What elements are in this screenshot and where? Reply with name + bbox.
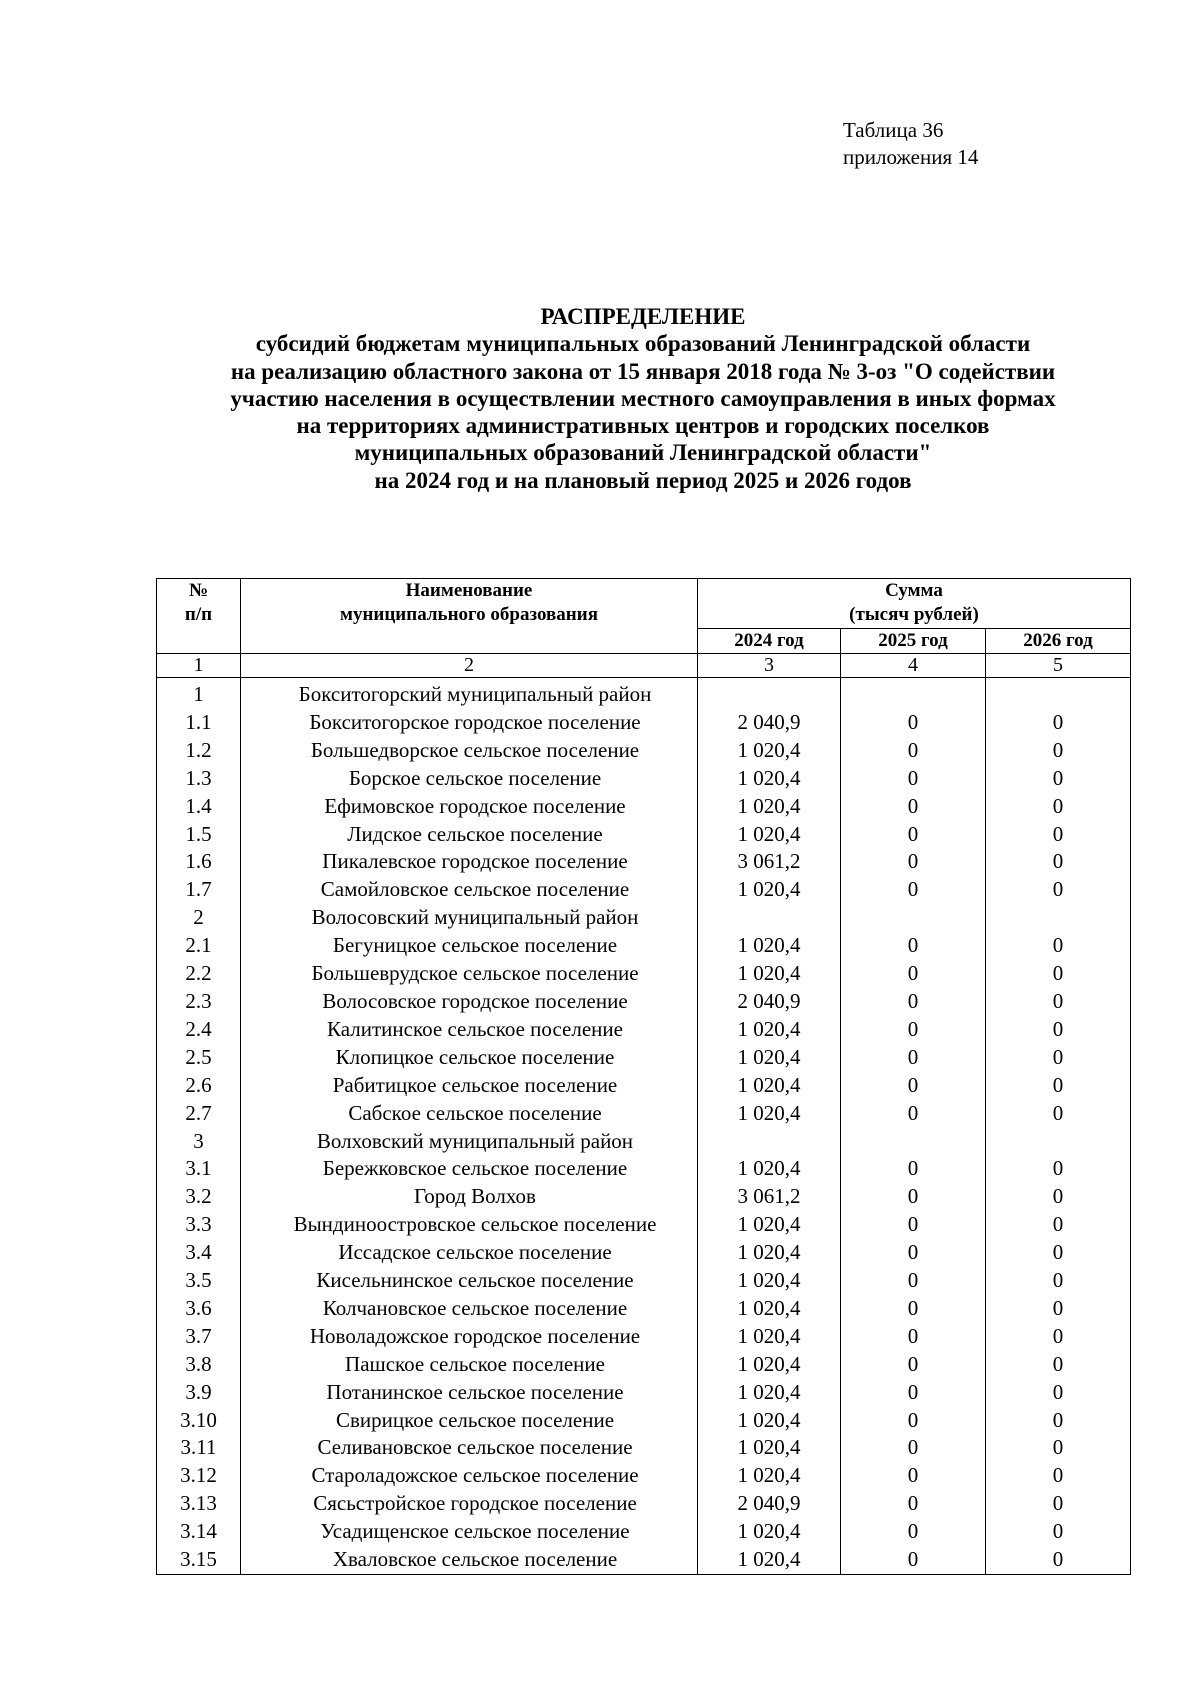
column-index-row [157,654,1131,678]
municipality-name: Бокситогорское городское поселение [241,709,698,737]
appendix-number: приложения 14 [843,145,979,169]
table-row [157,737,1131,765]
table-row [157,1239,1131,1267]
amount-2025: 0 [841,1044,986,1072]
row-number: 1.3 [157,765,241,793]
title-line: муниципальных образований Ленинградской области" [354,440,932,466]
row-number: 2 [157,904,241,932]
municipality-name: Усадищенское сельское поселение [241,1518,698,1546]
table-row [157,1155,1131,1183]
municipality-name: Клопицкое сельское поселение [241,1044,698,1072]
amount-2024: 1 020,4 [698,765,841,793]
municipality-name: Волосовское городское поселение [241,988,698,1016]
amount-2025 [841,678,986,709]
amount-2025: 0 [841,765,986,793]
table-number: Таблица 36 [843,118,944,142]
column-index: 4 [841,654,986,678]
table-row [157,678,1131,709]
amount-2024: 2 040,9 [698,709,841,737]
table-row [157,821,1131,849]
amount-2026: 0 [986,1211,1131,1239]
table-row [157,1490,1131,1518]
municipality-name: Ефимовское городское поселение [241,793,698,821]
amount-2025: 0 [841,1518,986,1546]
table-row [157,1407,1131,1435]
amount-2025: 0 [841,876,986,904]
municipality-name: Сясьстройское городское поселение [241,1490,698,1518]
table-row [157,765,1131,793]
amount-2024: 2 040,9 [698,1490,841,1518]
header-year-2025: 2025 год [841,629,986,654]
table-row [157,1128,1131,1156]
municipality-name: Город Волхов [241,1183,698,1211]
amount-2024 [698,1128,841,1156]
amount-2024: 1 020,4 [698,1044,841,1072]
row-number: 1.6 [157,848,241,876]
amount-2026: 0 [986,1462,1131,1490]
table-row [157,876,1131,904]
row-number: 2.2 [157,960,241,988]
amount-2025: 0 [841,1462,986,1490]
row-number: 2.4 [157,1016,241,1044]
amount-2024: 1 020,4 [698,1211,841,1239]
amount-2026: 0 [986,765,1131,793]
amount-2024: 1 020,4 [698,1407,841,1435]
amount-2026: 0 [986,1072,1131,1100]
amount-2026: 0 [986,1518,1131,1546]
amount-2024: 1 020,4 [698,793,841,821]
amount-2026: 0 [986,821,1131,849]
municipality-name: Вындиноостровское сельское поселение [241,1211,698,1239]
municipality-name: Староладожское сельское поселение [241,1462,698,1490]
table-row [157,904,1131,932]
amount-2026: 0 [986,1267,1131,1295]
amount-2024: 1 020,4 [698,876,841,904]
amount-2025 [841,1128,986,1156]
amount-2025: 0 [841,1407,986,1435]
amount-2026: 0 [986,737,1131,765]
amount-2026: 0 [986,1183,1131,1211]
amount-2024: 3 061,2 [698,1183,841,1211]
amount-2025: 0 [841,821,986,849]
amount-2024: 1 020,4 [698,1239,841,1267]
amount-2026: 0 [986,1295,1131,1323]
amount-2026: 0 [986,1239,1131,1267]
table-row [157,709,1131,737]
title-line: на реализацию областного закона от 15 января 2018 года № 3-оз "О содействии [230,358,1056,384]
title-line: участию населения в осуществлении местного самоуправления в иных формах [230,385,1056,411]
municipality-name: Лидское сельское поселение [241,821,698,849]
municipality-name: Хваловское сельское поселение [241,1546,698,1574]
table-row [157,793,1131,821]
amount-2026: 0 [986,1016,1131,1044]
row-number: 3.2 [157,1183,241,1211]
amount-2024: 1 020,4 [698,1072,841,1100]
amount-2024: 1 020,4 [698,960,841,988]
municipality-name: Потанинское сельское поселение [241,1379,698,1407]
amount-2026: 0 [986,1044,1131,1072]
amount-2024: 1 020,4 [698,1295,841,1323]
amount-2026 [986,678,1131,709]
municipality-name: Рабитицкое сельское поселение [241,1072,698,1100]
title-line: субсидий бюджетам муниципальных образований Ленинградской области [255,331,1031,357]
amount-2025: 0 [841,1267,986,1295]
municipality-name: Калитинское сельское поселение [241,1016,698,1044]
row-number: 3.14 [157,1518,241,1546]
row-number: 3.12 [157,1462,241,1490]
table-row [157,1295,1131,1323]
amount-2024: 1 020,4 [698,1462,841,1490]
amount-2025: 0 [841,793,986,821]
amount-2026 [986,904,1131,932]
table-row [157,1546,1131,1574]
municipality-name: Волховский муниципальный район [241,1128,698,1156]
municipality-name: Волосовский муниципальный район [241,904,698,932]
header-sum: Сумма (тысяч рублей) [698,579,1131,629]
amount-2024: 1 020,4 [698,1518,841,1546]
municipality-name: Сабское сельское поселение [241,1100,698,1128]
table-row [157,1016,1131,1044]
municipality-name: Пашское сельское поселение [241,1351,698,1379]
municipality-name: Большеврудское сельское поселение [241,960,698,988]
amount-2026: 0 [986,932,1131,960]
amount-2026: 0 [986,848,1131,876]
amount-2025: 0 [841,1072,986,1100]
amount-2026: 0 [986,960,1131,988]
row-number: 3.10 [157,1407,241,1435]
amount-2024: 1 020,4 [698,737,841,765]
amount-2024: 1 020,4 [698,1100,841,1128]
table-row [157,1183,1131,1211]
municipality-name: Пикалевское городское поселение [241,848,698,876]
municipality-name: Большедворское сельское поселение [241,737,698,765]
amount-2025: 0 [841,709,986,737]
row-number: 3.13 [157,1490,241,1518]
table-row [157,1211,1131,1239]
row-number: 1.4 [157,793,241,821]
table-row [157,1434,1131,1462]
amount-2024: 1 020,4 [698,1546,841,1574]
amount-2026: 0 [986,1407,1131,1435]
amount-2024: 1 020,4 [698,1267,841,1295]
amount-2025: 0 [841,932,986,960]
amount-2025: 0 [841,1155,986,1183]
row-number: 1 [157,678,241,709]
amount-2024 [698,678,841,709]
amount-2026: 0 [986,1351,1131,1379]
amount-2026: 0 [986,793,1131,821]
table-row [157,988,1131,1016]
amount-2025: 0 [841,1239,986,1267]
row-number: 3.5 [157,1267,241,1295]
amount-2025 [841,904,986,932]
amount-2025: 0 [841,1016,986,1044]
header-year-2024: 2024 год [698,629,841,654]
amount-2025: 0 [841,1434,986,1462]
amount-2026: 0 [986,876,1131,904]
row-number: 1.5 [157,821,241,849]
municipality-name: Новоладожское городское поселение [241,1323,698,1351]
amount-2025: 0 [841,1351,986,1379]
municipality-name: Селивановское сельское поселение [241,1434,698,1462]
municipality-name: Кисельнинское сельское поселение [241,1267,698,1295]
row-number: 3.9 [157,1379,241,1407]
amount-2024: 1 020,4 [698,1016,841,1044]
amount-2024: 1 020,4 [698,932,841,960]
title-heading: РАСПРЕДЕЛЕНИЕ [540,304,746,329]
table-reference [843,117,978,171]
amount-2024: 1 020,4 [698,1155,841,1183]
table-row [157,1072,1131,1100]
table-row [157,1100,1131,1128]
row-number: 2.6 [157,1072,241,1100]
amount-2025: 0 [841,1546,986,1574]
amount-2026: 0 [986,1155,1131,1183]
amount-2025: 0 [841,1295,986,1323]
row-number: 3.7 [157,1323,241,1351]
amount-2025: 0 [841,960,986,988]
amount-2025: 0 [841,848,986,876]
amount-2025: 0 [841,1323,986,1351]
amount-2025: 0 [841,1379,986,1407]
amount-2025: 0 [841,737,986,765]
row-number: 3.15 [157,1546,241,1574]
amount-2024: 3 061,2 [698,848,841,876]
table-row [157,1044,1131,1072]
amount-2026: 0 [986,1434,1131,1462]
table-row [157,848,1131,876]
header-name: Наименование муниципального образования [241,579,698,654]
table-row [157,1323,1131,1351]
row-number: 1.7 [157,876,241,904]
amount-2024: 1 020,4 [698,1351,841,1379]
column-index: 5 [986,654,1131,678]
amount-2025: 0 [841,1100,986,1128]
row-number: 3.11 [157,1434,241,1462]
amount-2025: 0 [841,1211,986,1239]
row-number: 3.6 [157,1295,241,1323]
amount-2026: 0 [986,709,1131,737]
municipality-name: Бережковское сельское поселение [241,1155,698,1183]
row-number: 3 [157,1128,241,1156]
amount-2025: 0 [841,1490,986,1518]
amount-2026: 0 [986,1490,1131,1518]
amount-2026: 0 [986,988,1131,1016]
amount-2026: 0 [986,1323,1131,1351]
header-number: № п/п [157,579,241,654]
row-number: 2.1 [157,932,241,960]
municipality-name: Колчановское сельское поселение [241,1295,698,1323]
row-number: 3.4 [157,1239,241,1267]
amount-2024: 1 020,4 [698,1379,841,1407]
title-line: на территориях административных центров и городских поселков [296,413,990,439]
municipality-name: Бокситогорский муниципальный район [241,678,698,709]
table-row [157,1351,1131,1379]
amount-2026: 0 [986,1100,1131,1128]
amount-2025: 0 [841,988,986,1016]
row-number: 3.3 [157,1211,241,1239]
amount-2024: 2 040,9 [698,988,841,1016]
table-row [157,1462,1131,1490]
row-number: 2.7 [157,1100,241,1128]
row-number: 3.8 [157,1351,241,1379]
table-row [157,960,1131,988]
row-number: 2.5 [157,1044,241,1072]
row-number: 1.1 [157,709,241,737]
amount-2024: 1 020,4 [698,1323,841,1351]
amount-2026 [986,1128,1131,1156]
municipality-name: Свирицкое сельское поселение [241,1407,698,1435]
municipality-name: Самойловское сельское поселение [241,876,698,904]
table-row [157,1267,1131,1295]
table-row [157,1379,1131,1407]
municipality-name: Иссадское сельское поселение [241,1239,698,1267]
column-index: 3 [698,654,841,678]
column-index: 2 [241,654,698,678]
header-year-2026: 2026 год [986,629,1131,654]
amount-2026: 0 [986,1546,1131,1574]
amount-2024: 1 020,4 [698,1434,841,1462]
column-index: 1 [157,654,241,678]
row-number: 3.1 [157,1155,241,1183]
amount-2024 [698,904,841,932]
document-title [150,303,1136,494]
title-line: на 2024 год и на плановый период 2025 и 2026 годов [374,467,912,493]
subsidy-table [156,578,1131,1575]
municipality-name: Борское сельское поселение [241,765,698,793]
amount-2024: 1 020,4 [698,821,841,849]
table-row [157,1518,1131,1546]
table-row [157,932,1131,960]
row-number: 2.3 [157,988,241,1016]
municipality-name: Бегуницкое сельское поселение [241,932,698,960]
row-number: 1.2 [157,737,241,765]
amount-2026: 0 [986,1379,1131,1407]
amount-2025: 0 [841,1183,986,1211]
